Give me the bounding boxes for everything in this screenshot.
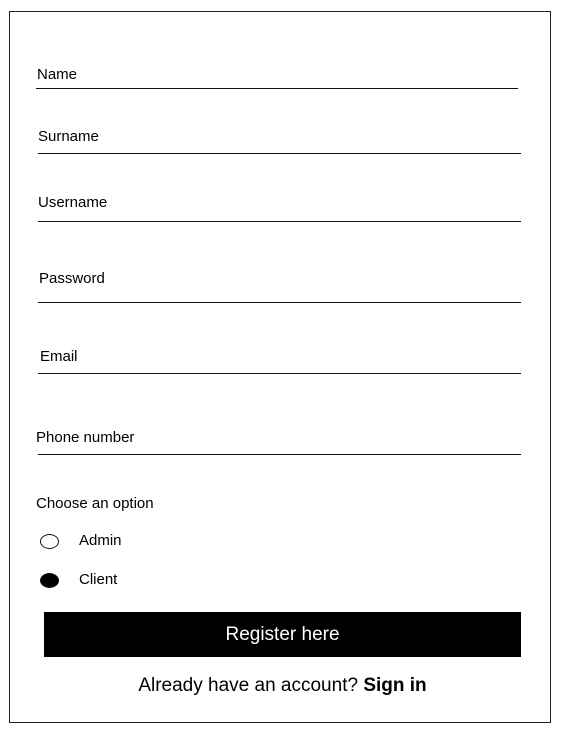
name-field[interactable] bbox=[36, 88, 518, 89]
surname-field-label: Surname bbox=[38, 128, 99, 145]
phone-field-label: Phone number bbox=[36, 429, 135, 446]
radio-label-admin: Admin bbox=[79, 532, 122, 549]
username-field[interactable] bbox=[38, 221, 521, 222]
email-field[interactable] bbox=[38, 373, 521, 374]
phone-field[interactable] bbox=[38, 454, 521, 455]
radio-option-client[interactable] bbox=[40, 570, 117, 590]
surname-field[interactable] bbox=[38, 153, 521, 154]
signin-prompt: Already have an account? bbox=[138, 675, 359, 696]
option-prompt: Choose an option bbox=[36, 495, 154, 512]
signin-link[interactable]: Sign in bbox=[363, 675, 427, 696]
radio-label-client: Client bbox=[79, 571, 118, 588]
radio-button-admin[interactable] bbox=[40, 534, 59, 549]
email-field-label: Email bbox=[40, 348, 78, 365]
radio-button-client[interactable] bbox=[40, 573, 59, 588]
password-field-label: Password bbox=[39, 270, 105, 287]
radio-option-admin[interactable] bbox=[40, 531, 122, 551]
name-field-label: Name bbox=[37, 66, 78, 83]
register-button[interactable]: Register here bbox=[44, 612, 521, 657]
password-field[interactable] bbox=[38, 302, 521, 303]
username-field-label: Username bbox=[38, 194, 108, 211]
signin-row bbox=[44, 675, 521, 697]
